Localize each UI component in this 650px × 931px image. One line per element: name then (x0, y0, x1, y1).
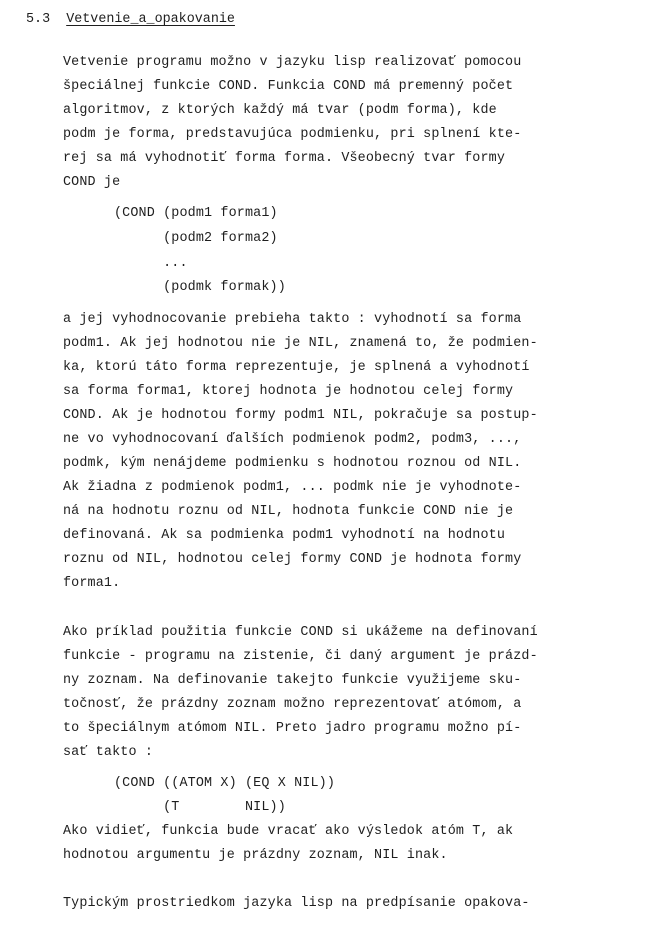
paragraph-1-line: COND je (63, 175, 121, 190)
code-1-line: ... (114, 256, 188, 271)
paragraph-1-line: podm je forma, predstavujúca podmienku, pri splnení kte- (63, 127, 522, 142)
paragraph-2-line: definovaná. Ak sa podmienka podm1 vyhodnotí na hodnotu (63, 528, 506, 543)
paragraph-2-line: Ak žiadna z podmienok podm1, ... podmk nie je vyhodnote- (63, 480, 522, 495)
section-title: Vetvenie_a_opakovanie (66, 12, 235, 27)
code-1-line: (podmk formak)) (114, 280, 286, 295)
paragraph-4-line: hodnotou argumentu je prázdny zoznam, NIL inak. (63, 848, 448, 863)
paragraph-2-line: podmk, kým nenájdeme podmienku s hodnotou roznou od NIL. (63, 456, 522, 471)
paragraph-2-line: sa forma forma1, ktorej hodnota je hodnotou celej formy (63, 384, 514, 399)
paragraph-2-line: ná na hodnotu roznu od NIL, hodnota funkcie COND nie je (63, 504, 514, 519)
paragraph-1-line: špeciálnej funkcie COND. Funkcia COND má premenný počet (63, 79, 514, 94)
paragraph-2-line: podm1. Ak jej hodnotou nie je NIL, znamená to, že podmien- (63, 336, 538, 351)
paragraph-2-line: forma1. (63, 576, 121, 591)
paragraph-2-line: ne vo vyhodnocovaní ďalších podmienok podm2, podm3, ..., (63, 432, 522, 447)
code-1-line: (COND (podm1 forma1) (114, 206, 278, 221)
section-number: 5.3 (26, 12, 51, 27)
paragraph-2-line: roznu od NIL, hodnotou celej formy COND je hodnota formy (63, 552, 522, 567)
paragraph-5-line: Typickým prostriedkom jazyka lisp na predpísanie opakova- (63, 896, 530, 911)
code-2-line: (COND ((ATOM X) (EQ X NIL)) (114, 776, 336, 791)
paragraph-1-line: algoritmov, z ktorých každý má tvar (podm forma), kde (63, 103, 497, 118)
code-1-line: (podm2 forma2) (114, 231, 278, 246)
code-2-line: (T NIL)) (114, 800, 286, 815)
paragraph-3-line: funkcie - programu na zistenie, či daný argument je prázd- (63, 649, 538, 664)
paragraph-1-line: Vetvenie programu možno v jazyku lisp realizovať pomocou (63, 55, 522, 70)
paragraph-3-line: sať takto : (63, 745, 154, 760)
paragraph-1-line: rej sa má vyhodnotiť forma forma. Všeobecný tvar formy (63, 151, 506, 166)
paragraph-2-line: COND. Ak je hodnotou formy podm1 NIL, pokračuje sa postup- (63, 408, 538, 423)
paragraph-3-line: točnosť, že prázdny zoznam možno reprezentovať atómom, a (63, 697, 522, 712)
section-heading (26, 9, 235, 31)
paragraph-2-line: ka, ktorú táto forma reprezentuje, je splnená a vyhodnotí (63, 360, 530, 375)
paragraph-3-line: to špeciálnym atómom NIL. Preto jadro programu možno pí- (63, 721, 522, 736)
paragraph-4-line: Ako vidieť, funkcia bude vracať ako výsledok atóm T, ak (63, 824, 514, 839)
paragraph-3-line: ny zoznam. Na definovanie takejto funkcie využijeme sku- (63, 673, 522, 688)
paragraph-2-line: a jej vyhodnocovanie prebieha takto : vyhodnotí sa forma (63, 312, 522, 327)
paragraph-3-line: Ako príklad použitia funkcie COND si ukážeme na definovaní (63, 625, 538, 640)
